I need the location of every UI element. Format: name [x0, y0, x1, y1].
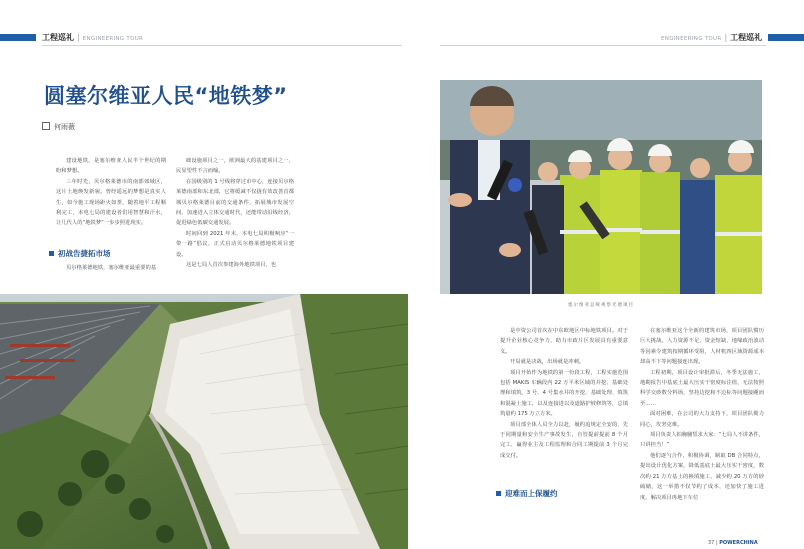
subhead-square-icon [49, 251, 54, 256]
subhead-square-icon [496, 491, 501, 496]
paragraph: 三年时光，贝尔格莱德市的南部郊域区，这片土地焕发新貌。曾经遥远的梦想是真实人生，如今施工现场距火如荼，随着地平工程顺利完工，本电七局的建设者们用智慧和汗水，让几代人的“地铁梦”一步步照进现实。 [56, 178, 166, 227]
subhead-1-text: 初战告捷拓市场 [58, 249, 111, 258]
header-rule-left [42, 45, 402, 46]
aerial-photo [0, 294, 408, 549]
paragraph: 工程初期，项目设计审批滞后，冬季无法施工，地勘报告中基底土最大压实干密度标注值，无法按照科学交砂数分料场，坚持边挖和不边标等问题接踵而至…… [640, 369, 764, 407]
photo-caption: 塞尔维亚总统视察光德项目 [568, 303, 634, 308]
body-column-4 [640, 326, 764, 503]
paragraph: 这是七局人首次参建海外地铁项目，也 [186, 262, 277, 269]
author-name: 何雨薇 [54, 123, 75, 131]
header-right-cn: 工程巡礼 [730, 33, 763, 42]
header-bar-left [0, 34, 36, 41]
paragraph: 在国级别的 1 号线将穿过市中心，连接贝尔格莱德南部和东北部，它将缓减不仅拢有效改善首都城贝尔格莱德目前的交通条件，拓展城市发展空间，加速进入立体交通时代，还能带动沿线经济，促进绿色低碳交通发展。 [176, 178, 294, 227]
brand-name: POWERCHINA [719, 540, 758, 546]
header-rule-right [440, 45, 766, 46]
event-photo [440, 80, 762, 294]
header-left-cn: 工程巡礼 [42, 33, 74, 42]
subhead-1 [49, 248, 111, 259]
page-number: 37 [708, 540, 715, 546]
body-column-1b [56, 263, 166, 273]
paragraph: 在塞尔维亚这个全新的建筑市场，项目团队惯历巨大挑战，人力资源不足，资金短缺、地缘政治波动等因素令建筑按期循环受阻，人材机四区域资源成本却高不下等问题接连出现。 [640, 328, 764, 366]
body-column-2 [176, 156, 294, 270]
article-title: 圆塞尔维亚人民“地铁梦” [44, 84, 288, 108]
event-photo-image [440, 80, 762, 294]
subhead-2-text: 迎难而上保履约 [505, 489, 558, 498]
author-box-icon [42, 122, 50, 130]
header-right: ENGINEERING TOUR | 工程巡礼 [661, 33, 763, 42]
paragraph: 是中资公司首次在中东欧地区中标地铁项目。对于提升企业核心竞争力，助力市政片区发展具有重要意义。 [500, 328, 628, 355]
paragraph: 项目负责人拍胸脯誓求大家：“七局人不讲条件，只讲担当！” [640, 432, 764, 449]
paragraph: 时间回到 2021 年末，本电七局积极响应“一带一路”倡议，正式启动贝尔格莱德地铁项目建设。 [176, 230, 294, 258]
page-footer: 37 | POWERCHINA [708, 540, 758, 546]
header-left: 工程巡礼 | ENGINEERING TOUR [42, 33, 144, 42]
paragraph: 他们逐勺合作，积极协调，制取 DB 合同特点，提出设计优化方案，降低基底土最大压实干密度，数次约 21 万方基土的换填施工，减少约 20 万方的砂硫储，这一举措不仅节约了成本，还加快了施工进度，解决项目再地下车位 [640, 452, 764, 501]
header-right-en: ENGINEERING TOUR [661, 36, 722, 42]
header-left-en: ENGINEERING TOUR [82, 36, 144, 42]
paragraph: 建设地铁，是塞尔维亚人民半个世纪的期盼和梦想。 [56, 158, 166, 175]
aerial-photo-image [0, 294, 408, 549]
paragraph: 项目部全体人员全力以赴，履约追规定全安的，先于同期量和安全生产事故发生，自管提前提前 8 个月完工，赢得业主及工程监理和合同工期提前 3 个月完成交付。 [500, 421, 628, 459]
body-column-1 [56, 156, 166, 229]
subhead-2 [496, 488, 558, 499]
article-author [42, 122, 75, 132]
paragraph: 开局就是决战，出场就是冲刺。 [510, 359, 585, 366]
header-bar-right [768, 34, 804, 41]
paragraph: 础设施项目之一，欧洲最大的基建项目之一，民显望性不言而喻。 [176, 158, 294, 175]
paragraph: 项目开始作为地铁的第一份段工程，工程实施范围包括 MAKIS 车辆段内 22 万平米区域的并挖、基础处理和填筑，3 号、4 号集水井的开挖、基础处理、填筑和混凝土施工，以及连接进以及道路护坡修筑等，总填筑量约 175 万立方米。 [500, 369, 628, 418]
paragraph: 贝尔格莱德地铁，塞尔维亚最重要的基 [66, 265, 157, 271]
paragraph: 面对困难，在公司的大力支持下，项目团队勠力同心，攻坚克难。 [640, 411, 764, 428]
body-column-3 [500, 326, 628, 461]
